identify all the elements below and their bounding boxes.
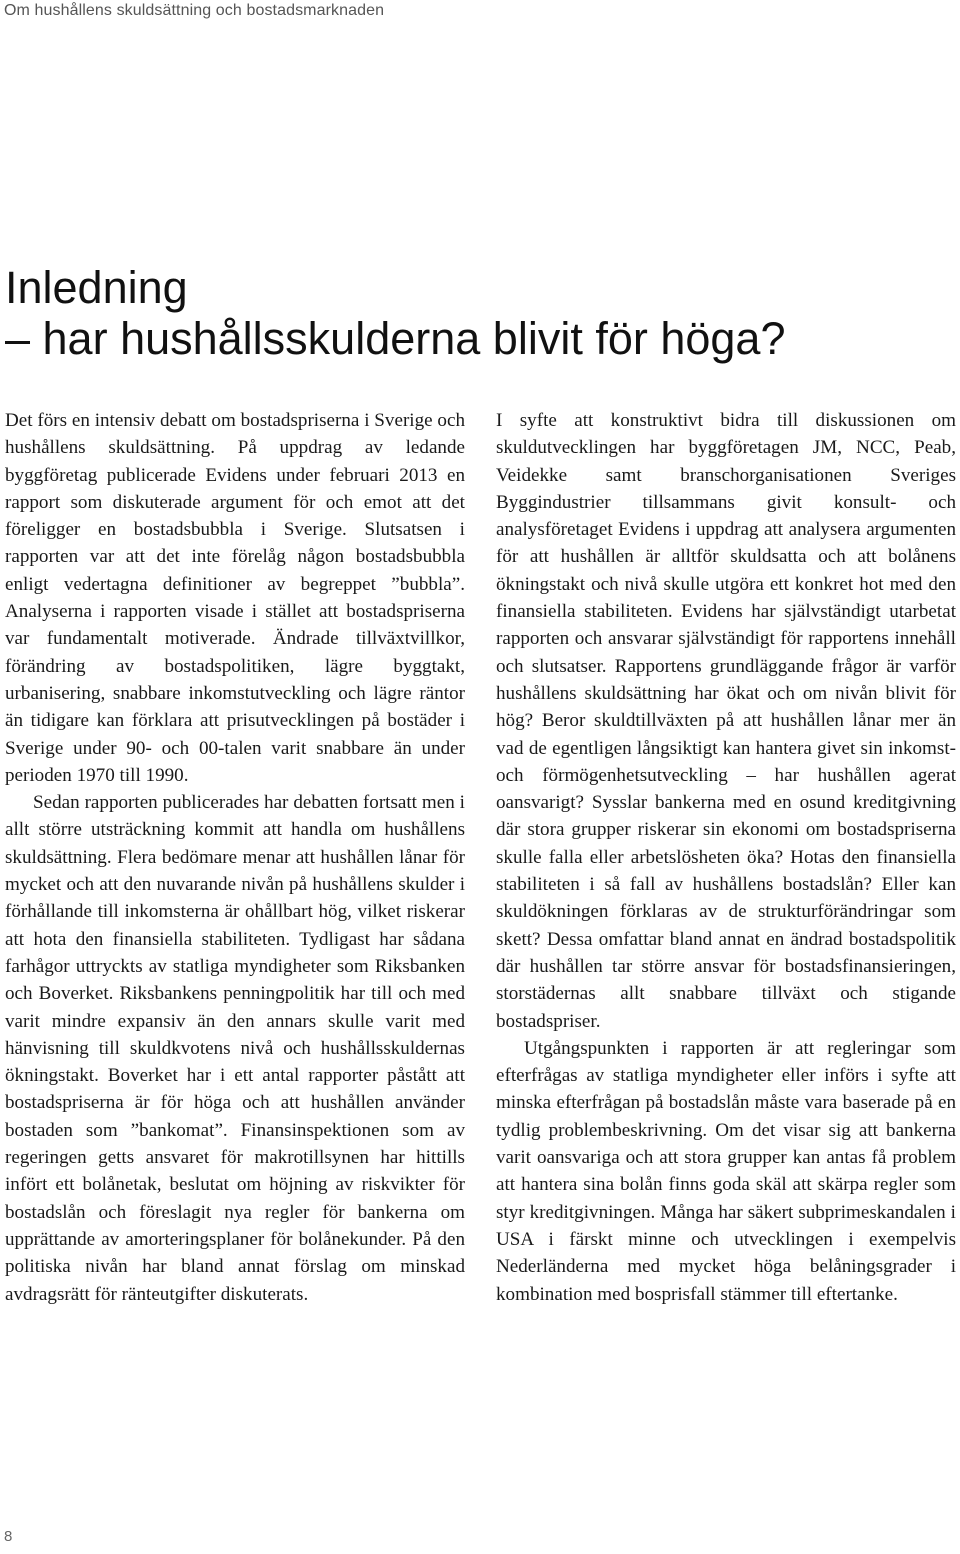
page-number: 8 [4, 1528, 13, 1545]
paragraph: I syfte att konstruktivt bidra till diskussionen om skuldutvecklingen har byggföretagen JM, NCC, Peab, Veidekke samt branschorganisationen Sveriges Byggindustrier tillsammans givit konsult- och analysföretaget Evidens i uppdrag att analysera argumenten för att hushållen är alltför skuldsatta och att bolånens ökningstakt och nivå skulle utgöra ett konkret hot med den finansiella stabiliteten. Evidens har självständigt utarbetat rapporten och ansvarar självständigt för rapportens innehåll och slutsatser. Rapportens grundläggande frågor är varför hushållens skuldsättning har ökat och om nivån blivit för hög? Beror skuldtillväxten på att hushållen lånar mer än vad de egentligen långsiktigt kan hantera givet sin inkomst- och förmögenhetsutveckling – har hushållen agerat oansvarigt? Sysslar bankerna med en osund kreditgivning där stora grupper riskerar sin ekonomi om bostadspriserna skulle falla eller arbetslösheten öka? Hotas den finansiella stabiliteten i så fall av hushållens bostadslån? Eller kan skuldökningen förklaras av de strukturförändringar som skett? Dessa omfattar bland annat en ändrad bostadspolitik där hushållen tar större ansvar för bostadsfinansieringen, storstädernas allt snabbare tillväxt och stigande bostadspriser. [496, 410, 956, 1032]
title-line-2: – har hushållsskulderna blivit för höga? [5, 313, 786, 364]
paragraph: Utgångspunkten i rapporten är att regleringar som efterfrågas av statliga myndigheter eller införs i syfte att minska efterfrågan på bostadslån måste vara baserade på en tydlig problembeskrivning. Om det visar sig att bankerna varit oansvariga och att stora grupper kan antas få problem att hantera sina bolån finns goda skäl att skärpa regler som styr kreditgivningen. Många har säkert subprimeskandalen i USA i färskt minne och utvecklingen i exempelvis Nederländerna med mycket höga belåningsgrader i kombination med bosprisfall stämmer till eftertanke. [496, 1037, 956, 1305]
left-column [5, 407, 465, 1308]
running-header: Om hushållens skuldsättning och bostadsmarknaden [4, 2, 385, 19]
page-title [5, 262, 785, 364]
right-column [496, 407, 956, 1308]
title-line-1: Inledning [5, 262, 188, 313]
paragraph: Sedan rapporten publicerades har debatten fortsatt men i allt större utsträckning kommit att handla om hushållens skuldsättning. Flera bedömare menar att hushållen lånar för mycket och att den nuvarande nivån på hushållens skulder i förhållande till inkomsterna är ohållbart hög, vilket riskerar att hota den finansiella stabiliteten. Tydligast har sådana farhågor uttryckts av statliga myndigheter som Riksbanken och Boverket. Riksbankens penningpolitik har till och med varit mindre expansiv än den annars skulle varit med hänvisning till skuldkvotens nivå och hushållsskuldernas ökningstakt. Boverket har i ett antal rapporter påstått att bostadspriserna är för höga och att hushållen använder bostaden som ”bankomat”. Finansinspektionen som av regeringen getts ansvaret för makrotillsynen har hittills infört ett bolånetak, beslutat om höjning av riskvikter för bostadslån och föreslagit nya regler för bankerna om upprättande av amorteringsplaner för bolånekunder. På den politiska nivån har bland annat förslag om minskad avdragsrätt för ränteutgifter diskuterats. [5, 792, 465, 1305]
paragraph: Det förs en intensiv debatt om bostadspriserna i Sverige och hushållens skuldsättning. På uppdrag av ledande byggföretag publicerade Evidens under februari 2013 en rapport som diskuterade argument för och emot att det föreligger en bostadsbubbla i Sverige. Slutsatsen i rapporten var att det inte förelåg någon bostadsbubbla enligt vedertagna definitioner av begreppet ”bubbla”. Analyserna i rapporten visade i stället att bostadspriserna var fundamentalt motiverade. Ändrade tillväxtvillkor, förändring av bostadspolitiken, lägre byggtakt, urbanisering, snabbare inkomstutveckling och lägre räntor än tidigare kan förklara att prisutvecklingen på bostäder i Sverige under 90- och 00-talen varit snabbare än under perioden 1970 till 1990. [5, 410, 465, 786]
